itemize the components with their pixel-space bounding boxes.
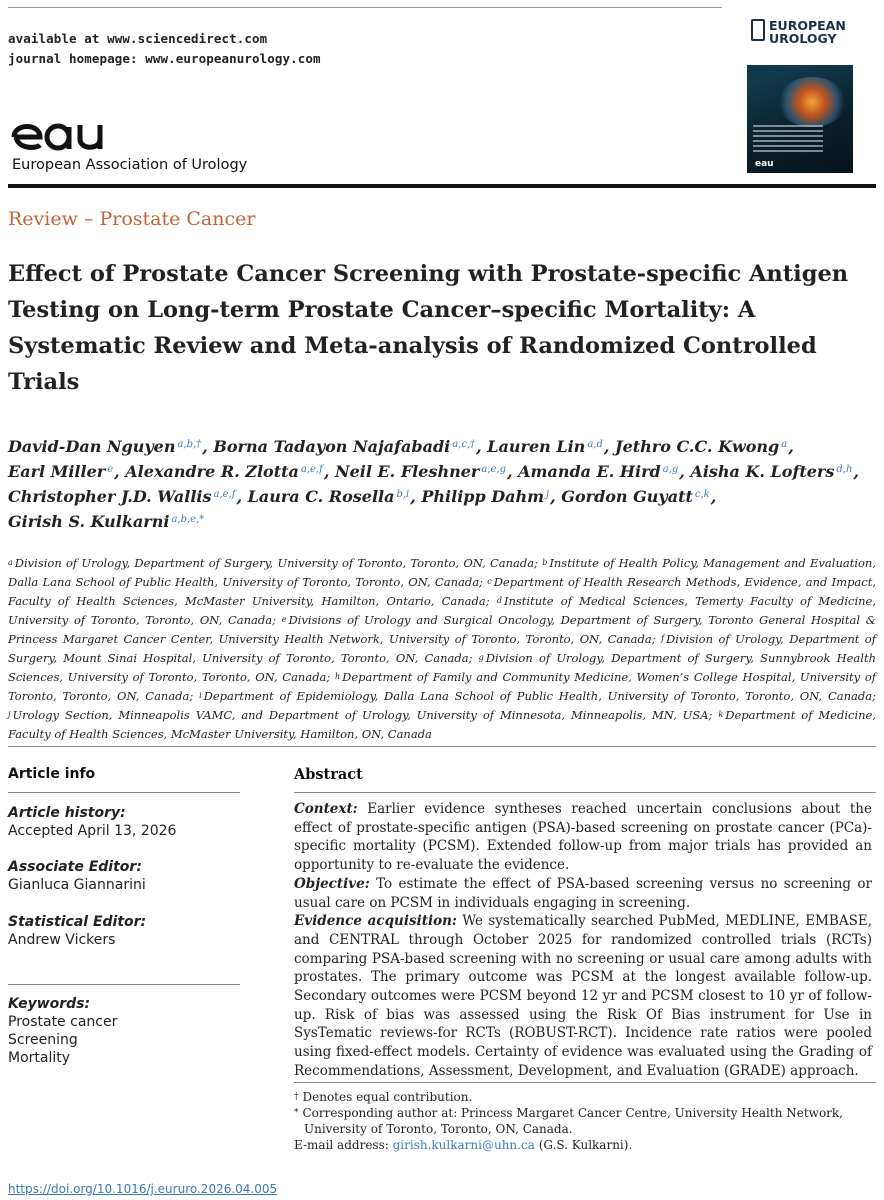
author-affiliation-marks[interactable]: a,d [587,439,603,450]
affiliation-key: c [487,577,492,586]
keyword-item: Screening [8,1032,78,1048]
affiliation-text: Division of Urology, Department of Surgery, University of Toronto, Toronto, ON, Canada; [14,556,538,570]
author [487,437,604,456]
author-name: Philipp Dahm [421,487,545,506]
sciencedirect-availability: available at www.sciencedirect.com [8,31,268,46]
author-affiliation-marks[interactable]: b,i [396,489,410,500]
author-name: Neil E. Fleshner [334,462,480,481]
affiliation-text: Division of Urology, Department of Surgery, Mount Sinai Hospital, University of Toronto, Toronto, ON, Canada; [8,632,876,665]
affiliation-key: k [718,710,724,719]
dagger-mark: † [294,1092,299,1102]
author [213,437,476,456]
author [518,462,679,481]
affiliation-text: Institute of Medical Sciences, Temerty Faculty of Medicine, University of Toronto, Toronto, ON, Canada; [8,594,876,627]
affiliations [8,554,876,744]
author-affiliation-marks[interactable]: a,g [662,464,679,475]
cover-footer-logo: eau [755,159,774,169]
author [690,462,853,481]
eau-logo-mark [10,115,110,155]
abstract-body [294,800,872,1081]
author [125,462,324,481]
footnote-rule [294,1082,876,1083]
journal-homepage: journal homepage: www.europeanurology.com [8,51,321,66]
article-history-value: Accepted April 13, 2026 [8,823,177,839]
author-list: David-Dan Nguyen $^{a,b,\dagger}$, Borna Tadayon Najafabadi $^{a,c,\dagger}$, Lauren Lin $^{a,d}$, Jethro C.C. Kwong $^a$, Earl Miller $^e$, Alexandre R. Zlotta $^{a,e,f}$, Neil E. Fleshner $^{a,e,g}$, Amanda E. Hird $^{a,g}$, Aisha K. Lofters $^{d,h}$, Christopher J.D. Wallis $^{a,e,f}$, Laura C. Rosella $^{b,i}$, Philipp Dahm $^j$, Gordon Guyatt $^{c,k}$, Girish S. Kulkarni $^{a,b,e,*}$ [8,437,859,531]
associate-editor-value: Gianluca Giannarini [8,877,146,893]
affiliation-key: g [478,653,484,662]
cover-title-line-2: UROLOGY [769,31,837,46]
abstract-heading: Abstract [294,766,363,783]
corresponding-author-note [294,1105,872,1137]
cover-logo-icon [751,19,765,41]
keyword-item: Mortality [8,1050,71,1066]
footnotes [294,1089,872,1153]
doi-link[interactable]: https://doi.org/10.1016/j.eururo.2026.04.005 [8,1182,278,1196]
author-affiliation-marks[interactable]: a,e,f [213,489,236,500]
equal-contribution-text: Denotes equal contribution. [302,1090,473,1104]
author-affiliation-marks[interactable]: c,k [694,489,710,500]
cover-artwork [777,77,847,127]
context-label: Context: [294,801,358,817]
evidence-label: Evidence acquisition: [294,913,457,930]
author-name: Christopher J.D. Wallis [8,487,212,506]
author-name: Lauren Lin [487,437,586,456]
statistical-editor-value: Andrew Vickers [8,932,116,948]
abstract-context [294,800,872,875]
author-affiliation-marks[interactable]: a,e,g [481,464,506,475]
author [421,487,550,506]
cover-title [769,19,846,45]
author-affiliation-marks[interactable]: a,c,† [452,439,476,450]
author [335,462,507,481]
author-name: Borna Tadayon Najafabadi [213,437,451,456]
author-name: Jethro C.C. Kwong [615,437,780,456]
affiliation-text: Department of Health Research Methods, Evidence, and Impact, Faculty of Health Sciences, McMaster University, Hamilton, Ontario, Canada; [8,575,877,608]
affiliation-key: a [8,558,13,567]
affiliation-text: Division of Urology, Department of Surgery, Sunnybrook Health Sciences, University of Toronto, Toronto, ON, Canada; [8,651,876,684]
eau-logo-text: European Association of Urology [12,157,248,173]
keyword-item: Prostate cancer [8,1014,118,1030]
affiliation-key: e [281,615,287,624]
author [615,437,788,456]
article-info-rule [8,792,240,793]
author-affiliation-marks[interactable]: a,b,† [177,439,202,450]
affiliation-key: b [542,558,548,567]
author-name: Amanda E. Hird [518,462,661,481]
affiliation-item [199,689,876,703]
affiliation-text: Institute of Health Policy, Management and Evaluation, Dalla Lana School of Public Health, University of Toronto, Toronto, ON, Canada; [8,556,876,589]
asterisk-mark: * [294,1108,299,1118]
affiliation-text: Department of Epidemiology, Dalla Lana School of Public Health, University of Toronto, Toronto, ON, Canada; [203,689,876,703]
abstract-rule [294,792,876,793]
affiliation-key: i [199,691,202,700]
affiliation-item [8,556,538,570]
corresponding-author-text: Corresponding author at: Princess Margaret Cancer Centre, University Health Network, University of Toronto, Toronto, ON, Canada. [302,1106,843,1136]
affiliation-item [8,708,712,722]
article-info-heading: Article info [8,766,96,782]
article-history [8,804,176,840]
keywords [8,995,117,1067]
equal-contribution-note [294,1089,872,1105]
header-divider [8,184,876,188]
affiliation-text: Department of Medicine, Faculty of Health Sciences, McMaster University, Hamilton, ON, Canada [8,708,876,741]
journal-cover-image [747,15,853,173]
affiliation-key: d [496,596,502,605]
evidence-text: We systematically searched PubMed, MEDLINE, EMBASE, and CENTRAL through October 2025 for randomized controlled trials (RCTs) comparing PSA-based screening with no screening or usual care among adults with prostates. The primary outcome was PCSM at the longest available follow-up. Secondary outcomes were PCSM beyond 12 yr and PCSM closest to 10 yr of follow-up. Risk of bias was assessed using the Risk Of Bias instrument for Use in SysTematic reviews-for RCTs (ROBUST-RCT). Incidence rate ratios were pooled using fixed-effect models. Certainty of evidence was evaluated using the Grading of Recommendations, Assessment, Development, and Evaluation (GRADE) approach. [294,913,872,1079]
article-history-label: Article history: [8,805,126,821]
article-title: Effect of Prostate Cancer Screening with Prostate-specific Antigen Testing on Long-term Prostate Cancer–specific Mortality: A Systematic Review and Meta-analysis of Randomized Controlled Trials [8,261,849,395]
associate-editor [8,858,146,894]
objective-text: To estimate the effect of PSA-based screening versus no screening or usual care on PCSM in individuals engaging in screening. [294,875,872,911]
affiliation-key: h [334,672,341,681]
email-link[interactable]: girish.kulkarni@uhn.ca [392,1138,535,1152]
author-name: Alexandre R. Zlotta [125,462,299,481]
context-text: Earlier evidence syntheses reached uncertain conclusions about the effect of prostate-specific antigen (PSA)-based screening on prostate cancer (PCa)-specific mortality (PCSM). Extended follow-up from major trials has provided an opportunity to re-evaluate the evidence. [294,801,872,874]
affiliation-text: Divisions of Urology and Surgical Oncology, Department of Surgery, Toronto General Hospital & Princess Margaret Cancer Center, University Health Network, University of Toronto, Toronto, ON, Canada; [8,613,876,646]
article-category: Review – Prostate Cancer [8,208,256,230]
affiliation-key: j [8,710,11,719]
author [8,512,205,531]
abstract-objective [294,875,872,912]
email-suffix: (G.S. Kulkarni). [538,1138,633,1152]
statistical-editor-label: Statistical Editor: [8,914,147,930]
affiliation-text: Urology Section, Minneapolis VAMC, and Department of Urology, University of Minnesota, Minneapolis, MN, USA; [12,708,713,722]
author-affiliation-marks[interactable]: a,e,f [300,464,323,475]
author [248,487,411,506]
author [8,462,114,481]
keywords-label: Keywords: [8,996,91,1012]
objective-label: Objective: [294,875,370,892]
cover-highlight-lines [753,125,823,155]
author-affiliation-marks[interactable]: a [781,439,788,450]
author-name: Laura C. Rosella [247,487,395,506]
author-affiliation-marks[interactable]: d,h [836,464,853,475]
author-name: Earl Miller [8,462,106,481]
statistical-editor [8,913,146,949]
author-name: Girish S. Kulkarni [8,512,170,531]
affiliation-text: Department of Family and Community Medicine, Women’s College Hospital, University of Toronto, Toronto, ON, Canada; [8,670,877,703]
author-affiliation-marks[interactable]: j [546,489,550,500]
section-divider [8,746,876,747]
affiliation-key: f [661,634,665,643]
author-name: Aisha K. Lofters [690,462,835,481]
eau-logo [10,115,250,181]
cover-header [747,15,853,65]
top-rule [8,7,722,8]
author-affiliation-marks[interactable]: a,b,e,* [171,514,205,525]
email-line [294,1137,872,1153]
author [561,487,710,506]
author-name: Gordon Guyatt [561,487,693,506]
keywords-rule [8,984,240,985]
author [8,487,236,506]
abstract-evidence [294,912,872,1080]
author-affiliation-marks[interactable]: e [107,464,114,475]
associate-editor-label: Associate Editor: [8,859,142,875]
email-label: E-mail address: [294,1138,389,1152]
author-name: David-Dan Nguyen [8,437,176,456]
cover-title-line-1: EUROPEAN [769,18,846,33]
author [8,437,202,456]
